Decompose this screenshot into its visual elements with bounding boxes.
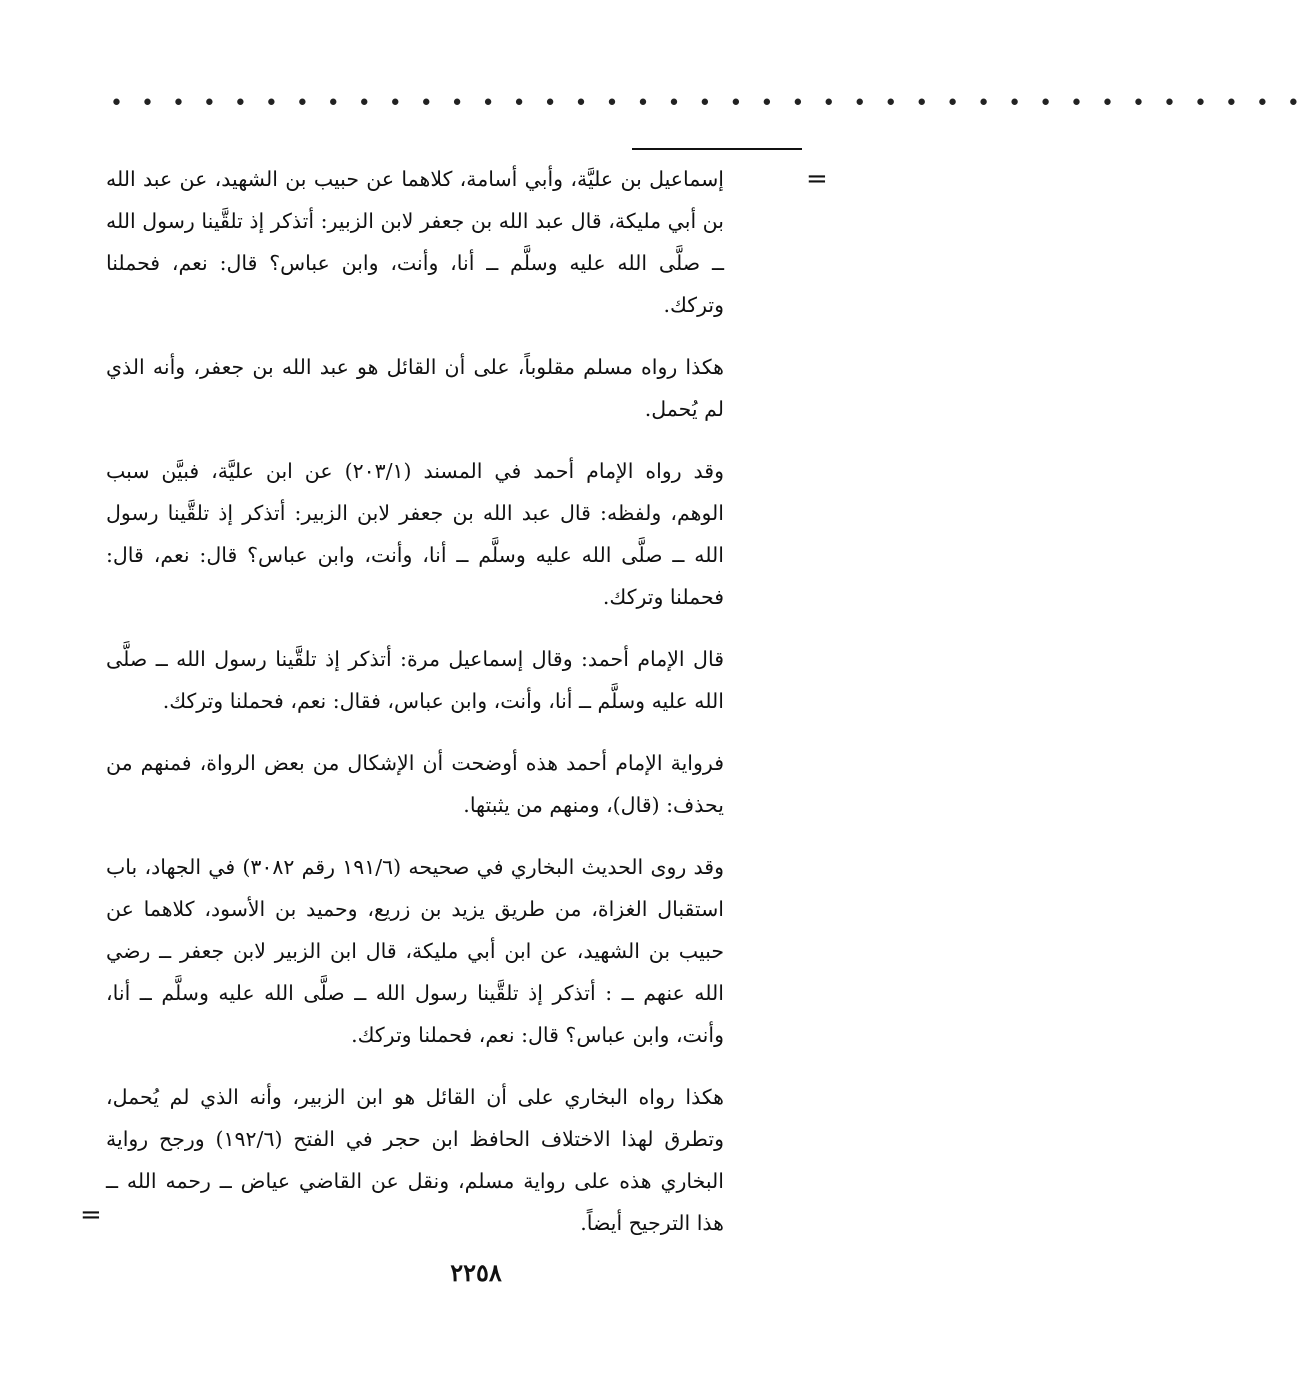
footnote-body bbox=[106, 158, 724, 1264]
paragraph-6: وقد روى الحديث البخاري في صحيحه (١٩١/٦ رقم ٣٠٨٢) في الجهاد، باب استقبال الغزاة، من طريق يزيد بن زريع، وحميد بن الأسود، كلاهما عن حبيب بن الشهيد، عن ابن أبي مليكة، قال ابن الزبير لابن جعفر ــ رضي الله عنهم ــ : أتذكر إذ تلقَّينا رسول الله ــ صلَّى الله عليه وسلَّم ــ أنا، وأنت، وابن عباس؟ قال: نعم، فحملنا وتركك. bbox=[106, 855, 724, 1047]
footnote-rule bbox=[632, 148, 802, 150]
page-number: ٢٢٥٨ bbox=[450, 1258, 502, 1287]
continuation-mark-top: = bbox=[806, 164, 828, 194]
dotted-separator: • • • • • • • • • • • • • • • • • • • • • • • • • • • • • • • • • • • • • • • bbox=[110, 91, 1305, 116]
paragraph-4: قال الإمام أحمد: وقال إسماعيل مرة: أتذكر إذ تلقَّينا رسول الله ــ صلَّى الله عليه وسلَّم ــ أنا، وأنت، وابن عباس، فقال: نعم، فحملنا وتركك. bbox=[106, 647, 724, 713]
paragraph-1: إسماعيل بن عليَّة، وأبي أسامة، كلاهما عن حبيب بن الشهيد، عن عبد الله بن أبي مليكة، قال عبد الله بن جعفر لابن الزبير: أتذكر إذ تلقَّينا رسول الله ــ صلَّى الله عليه وسلَّم ــ أنا، وأنت، وابن عباس؟ قال: نعم، فحملنا وتركك. bbox=[106, 167, 724, 317]
paragraph-7: هكذا رواه البخاري على أن القائل هو ابن الزبير، وأنه الذي لم يُحمل، وتطرق لهذا الاختلاف الحافظ ابن حجر في الفتح (١٩٢/٦) ورجح رواية البخاري هذه على رواية مسلم، ونقل عن القاضي عياض ــ رحمه الله ــ هذا الترجيح أيضاً. bbox=[106, 1085, 724, 1235]
paragraph-5: فرواية الإمام أحمد هذه أوضحت أن الإشكال من بعض الرواة، فمنهم من يحذف: (قال)، ومنهم من يثبتها. bbox=[106, 751, 724, 817]
continuation-mark-bottom: = bbox=[80, 1200, 102, 1230]
paragraph-2: هكذا رواه مسلم مقلوباً، على أن القائل هو عبد الله بن جعفر، وأنه الذي لم يُحمل. bbox=[106, 355, 724, 421]
paragraph-3: وقد رواه الإمام أحمد في المسند (٢٠٣/١) عن ابن عليَّة، فبيَّن سبب الوهم، ولفظه: قال عبد الله بن جعفر لابن الزبير: أتذكر إذ تلقَّينا رسول الله ــ صلَّى الله عليه وسلَّم ــ أنا، وأنت، وابن عباس؟ قال: نعم، قال: فحملنا وتركك. bbox=[106, 459, 724, 609]
